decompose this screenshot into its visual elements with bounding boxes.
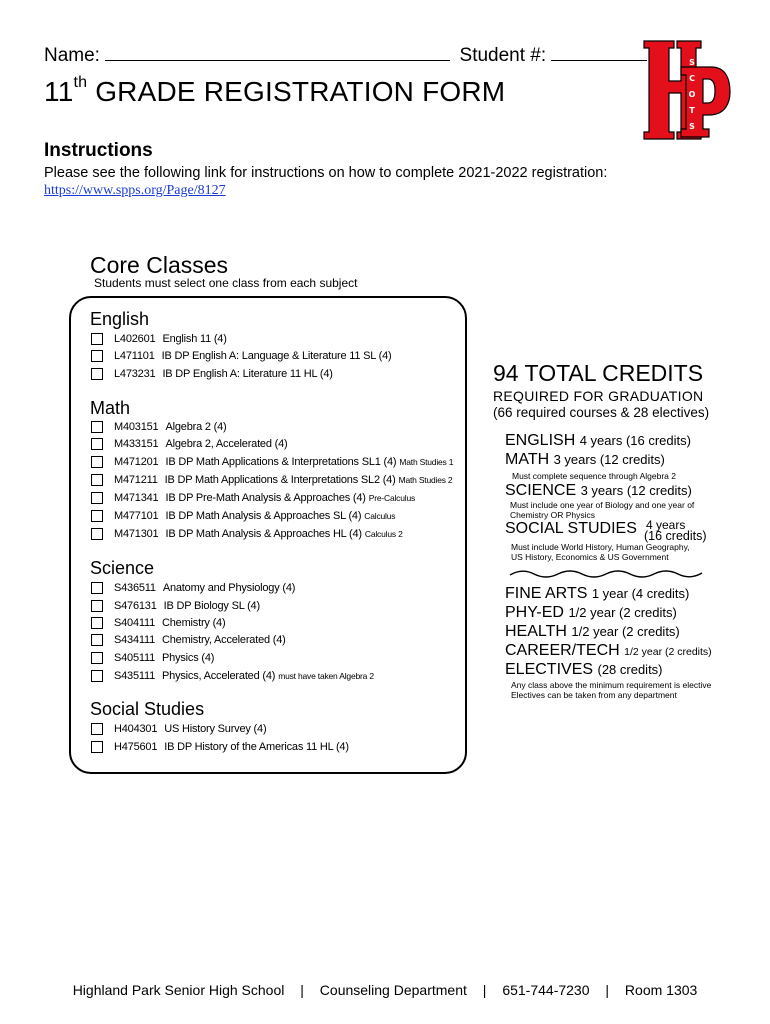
course-checkbox[interactable] [91,723,103,735]
req-subject: SOCIAL STUDIES [505,520,637,537]
title-rest: GRADE REGISTRATION FORM [95,76,506,107]
logo-letter: S [689,58,695,67]
req-math-note: Must complete sequence through Algebra 2 [512,471,676,481]
course-item [91,420,226,434]
req-science [505,482,692,500]
course-code: H404301 [114,723,158,735]
course-name: Chemistry, Accelerated (4) [162,634,286,646]
name-student-line [44,44,647,67]
req-social-years: 4 years [646,518,686,532]
course-code: S436511 [114,582,156,594]
required-for-graduation: REQUIRED FOR GRADUATION [493,388,704,404]
req-math [505,451,665,469]
course-checkbox[interactable] [91,421,103,433]
course-code: L402601 [114,333,156,345]
course-item [91,455,453,469]
course-name: Anatomy and Physiology (4) [162,582,296,594]
footer-separator: | [605,982,610,998]
core-classes-subheading: Students must select one class from each subject [94,276,358,290]
footer-separator: | [300,982,304,998]
course-code: M471341 [114,492,159,504]
req-social-note-1: Must include World History, Human Geography, [511,542,690,552]
name-label: Name: [44,45,100,66]
req-electives-note-1: Any class above the minimum requirement is elective [511,680,712,690]
math-heading: Math [90,398,131,418]
course-code: H475601 [114,741,158,753]
req-detail: (28 credits) [597,662,663,677]
footer-phone: 651-744-7230 [502,982,590,998]
req-detail: 1/2 year (2 credits) [568,605,677,620]
course-item [91,722,266,736]
title-sup: th [73,73,88,91]
wavy-divider [508,567,703,581]
course-item [91,669,374,683]
req-electives-note-2: Electives can be taken from any department [511,690,677,700]
course-checkbox[interactable] [91,350,103,362]
req-science-note-2: Chemistry OR Physics [510,510,596,520]
course-name: IB DP Math Applications & Interpretations SL1 (4) [165,456,397,468]
req-detail: 1/2 year (2 credits) [624,646,712,658]
course-item [91,581,295,595]
req-social-note-2: US History, Economics & US Government [511,552,669,562]
course-name: IB DP Math Applications & Interpretations SL2 (4) [164,474,396,486]
course-checkbox[interactable] [91,438,103,450]
course-note: Pre-Calculus [368,493,416,503]
course-note: Math Studies 2 [398,475,453,485]
logo-letter: C [689,74,695,83]
req-detail: 3 years (12 credits) [553,452,665,467]
req-english [505,432,691,450]
english-heading: English [90,309,150,329]
course-checkbox[interactable] [91,510,103,522]
course-note: must have taken Algebra 2 [278,671,374,681]
req-subject: HEALTH [505,623,567,640]
course-code: S435111 [114,670,156,682]
course-checkbox[interactable] [91,368,103,380]
course-note: Math Studies 1 [399,457,454,467]
req-detail: 3 years (12 credits) [580,483,692,498]
logo-letter: S [689,122,695,131]
course-checkbox[interactable] [91,456,103,468]
science-heading: Science [90,558,155,578]
course-item [91,527,403,541]
req-social-studies [505,520,637,538]
course-code: S434111 [114,634,156,646]
core-classes-heading: Core Classes [90,252,229,278]
footer [0,982,770,998]
course-code: S405111 [114,652,156,664]
course-note: Calculus 2 [364,529,403,539]
logo-letter: O [688,90,696,99]
course-name: IB DP Math Analysis & Approaches HL (4) [165,528,362,540]
course-item [91,473,452,487]
total-credits-heading: 94 TOTAL CREDITS [493,360,704,386]
footer-separator: | [482,982,487,998]
course-name: IB DP History of the Americas 11 HL (4) [164,741,349,753]
req-detail: 4 years (16 credits) [579,433,691,448]
req-detail: 1/2 year (2 credits) [571,624,680,639]
course-name: IB DP Math Analysis & Approaches SL (4) [165,510,362,522]
req-subject: MATH [505,451,550,468]
course-code: M433151 [114,438,159,450]
logo-letter: T [689,106,695,115]
course-item [91,616,225,630]
req-subject: FINE ARTS [505,585,588,602]
course-item [91,633,286,647]
req-phyed [505,604,677,622]
instructions-link[interactable]: https://www.spps.org/Page/8127 [44,183,226,198]
course-name: Algebra 2, Accelerated (4) [165,438,288,450]
course-checkbox[interactable] [91,474,103,486]
course-code: M477101 [114,510,159,522]
title-grade: 11 [44,76,74,107]
course-code: S476131 [114,600,157,612]
course-note: Calculus [364,511,396,521]
req-detail: 1 year (4 credits) [591,586,690,601]
req-subject: ELECTIVES [505,661,594,678]
req-career-tech [505,642,712,660]
social-studies-heading: Social Studies [90,699,205,719]
course-item [91,367,333,381]
name-field[interactable] [105,44,450,61]
req-subject: SCIENCE [505,482,577,499]
course-name: Physics, Accelerated (4) [162,670,276,682]
course-code: L473231 [114,368,156,380]
footer-dept: Counseling Department [319,982,467,998]
req-electives [505,661,663,679]
course-code: M471201 [114,456,159,468]
hp-scots-logo [641,37,731,143]
course-code: S404111 [114,617,156,629]
instructions-text: Please see the following link for instructions on how to complete 2021-2022 registration: [44,165,608,181]
course-checkbox[interactable] [91,600,103,612]
footer-school: Highland Park Senior High School [72,982,285,998]
req-fine-arts [505,585,689,603]
course-name: Algebra 2 (4) [165,421,227,433]
req-science-note-1: Must include one year of Biology and one year of [510,500,695,510]
course-name: Physics (4) [162,652,215,664]
course-code: M403151 [114,421,159,433]
course-name: IB DP Pre-Math Analysis & Approaches (4) [165,492,366,504]
course-name: IB DP Biology SL (4) [163,600,260,612]
course-item [91,437,287,451]
course-item [91,491,415,505]
course-item [91,599,260,613]
page-title [44,73,506,108]
req-social-credits: (16 credits) [644,529,707,543]
course-code: L471101 [114,350,155,362]
course-code: M471211 [114,474,158,486]
course-item [91,651,214,665]
course-checkbox[interactable] [91,528,103,540]
course-item [91,509,395,523]
course-item [91,332,227,346]
course-checkbox[interactable] [91,652,103,664]
course-checkbox[interactable] [91,582,103,594]
course-code: M471301 [114,528,159,540]
course-item [91,349,392,363]
req-health [505,623,680,641]
course-name: Chemistry (4) [162,617,226,629]
instructions-heading: Instructions [44,140,153,161]
student-number-label: Student #: [459,45,547,66]
course-name: IB DP English A: Literature 11 HL (4) [162,368,333,380]
course-name: IB DP English A: Language & Literature 11 SL (4) [161,350,392,362]
course-checkbox[interactable] [91,634,103,646]
course-name: English 11 (4) [162,333,227,345]
course-name: US History Survey (4) [164,723,267,735]
student-number-field[interactable] [551,44,647,61]
req-subject: PHY-ED [505,604,564,621]
course-checkbox[interactable] [91,741,103,753]
course-checkbox[interactable] [91,670,103,682]
course-item [91,740,349,754]
course-checkbox[interactable] [91,333,103,345]
footer-room: Room 1303 [624,982,698,998]
req-subject: ENGLISH [505,432,576,449]
credits-breakdown: (66 required courses & 28 electives) [493,405,710,420]
req-subject: CAREER/TECH [505,642,620,659]
course-checkbox[interactable] [91,617,103,629]
course-checkbox[interactable] [91,492,103,504]
